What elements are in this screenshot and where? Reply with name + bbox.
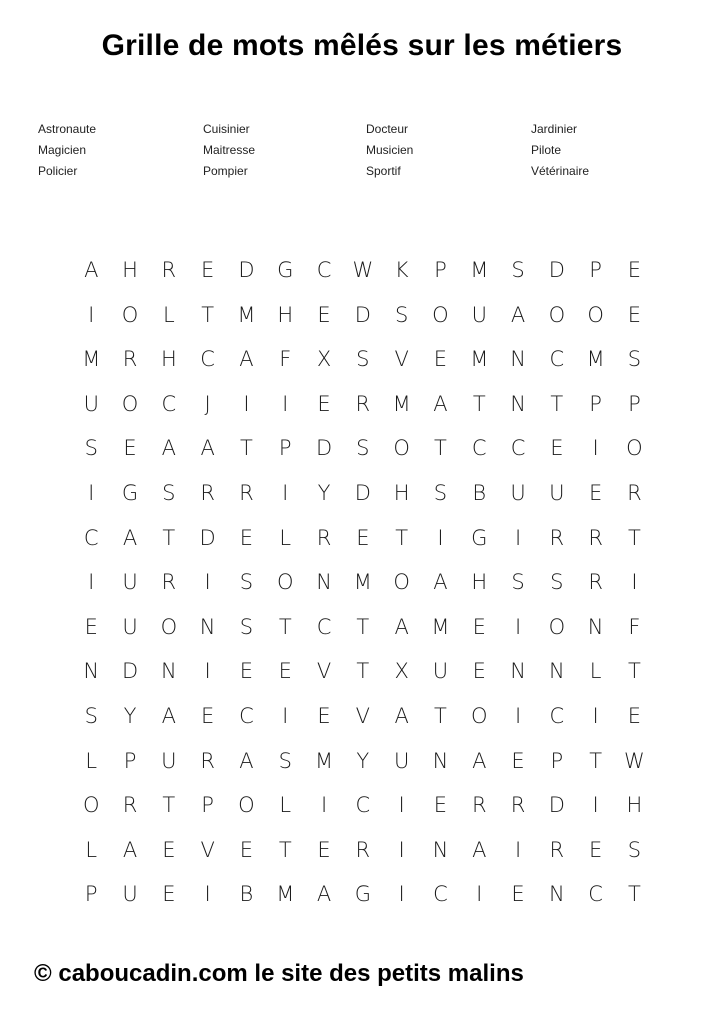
grid-cell: D <box>238 258 255 282</box>
word-item: Jardinier <box>531 122 578 136</box>
footer-credit: © caboucadin.com le site des petits malins <box>34 960 524 987</box>
grid-cell: X <box>316 347 332 372</box>
grid-cell: O <box>238 793 255 818</box>
grid-cell: D <box>199 525 216 550</box>
word-list-column <box>38 119 96 182</box>
grid-cell: E <box>317 837 331 862</box>
word-item: Docteur <box>366 122 409 136</box>
grid-cell: U <box>432 659 449 684</box>
grid-cell: R <box>355 837 371 862</box>
grid-cell: M <box>353 570 372 595</box>
grid-row <box>72 739 652 783</box>
grid-cell: A <box>510 302 526 327</box>
grid-cell: H <box>160 347 177 372</box>
grid-cell: H <box>626 793 643 818</box>
grid-cell: R <box>161 258 177 282</box>
grid-cell: S <box>278 748 292 773</box>
grid-cell: I <box>282 391 289 416</box>
grid-cell: N <box>432 748 449 773</box>
grid-cell: O <box>470 704 488 728</box>
grid-cell: E <box>627 704 642 728</box>
grid-cell: I <box>514 704 522 728</box>
grid-cell: M <box>470 258 489 282</box>
grid-cell: W <box>352 258 374 282</box>
grid-cell: B <box>239 882 254 907</box>
grid-cell: O <box>82 793 100 818</box>
grid-cell: E <box>278 659 292 684</box>
grid-cell: O <box>276 570 294 595</box>
grid-cell: H <box>277 302 294 327</box>
grid-cell: M <box>314 748 334 773</box>
grid-cell: V <box>200 837 215 862</box>
word-item: Astronaute <box>38 122 97 136</box>
grid-cell: P <box>589 391 602 416</box>
grid-cell: S <box>356 347 370 372</box>
grid-cell: I <box>204 882 211 907</box>
word-list-column <box>203 119 255 182</box>
grid-cell: T <box>162 525 176 550</box>
grid-cell: T <box>395 525 409 550</box>
grid-cell: I <box>204 570 211 595</box>
grid-cell: T <box>356 614 370 639</box>
grid-cell: O <box>587 302 604 327</box>
grid-cell: F <box>279 347 292 372</box>
word-item: Cuisinier <box>203 122 250 136</box>
grid-cell: Y <box>356 748 370 773</box>
grid-cell: A <box>316 882 332 907</box>
word-item: Pompier <box>203 164 248 178</box>
grid-cell: T <box>628 882 641 907</box>
grid-cell: E <box>472 659 486 684</box>
grid-cell: I <box>437 525 444 550</box>
word-item: Vétérinaire <box>531 164 590 178</box>
grid-cell: C <box>161 391 177 416</box>
grid-cell: I <box>631 570 638 595</box>
grid-row <box>72 605 652 649</box>
grid-cell: A <box>122 837 138 862</box>
word-list <box>38 119 698 185</box>
grid-cell: D <box>315 436 333 461</box>
grid-cell: E <box>162 882 176 907</box>
grid-cell: T <box>589 748 603 773</box>
grid-cell: A <box>200 436 215 461</box>
grid-cell: X <box>394 659 409 684</box>
grid-cell: I <box>592 436 599 461</box>
grid-cell: N <box>510 659 526 684</box>
grid-cell: E <box>550 436 564 461</box>
grid-cell: U <box>122 614 138 639</box>
grid-cell: I <box>398 837 405 862</box>
grid-cell: P <box>201 793 214 818</box>
grid-cell: S <box>550 570 564 595</box>
grid-cell: C <box>588 882 603 907</box>
grid-cell: A <box>161 436 177 461</box>
grid-cell: E <box>317 302 331 327</box>
word-item: Maitresse <box>203 143 256 157</box>
grid-cell: N <box>510 391 526 416</box>
grid-cell: A <box>433 391 448 416</box>
grid-cell: M <box>431 614 450 639</box>
grid-cell: P <box>434 258 447 282</box>
grid-cell: T <box>628 525 641 550</box>
grid-cell: P <box>628 391 641 416</box>
grid-cell: M <box>392 391 411 416</box>
grid-cell: O <box>121 391 139 416</box>
grid-cell: T <box>472 391 486 416</box>
grid-cell: H <box>393 481 410 505</box>
grid-cell: E <box>433 793 448 818</box>
grid-cell: E <box>162 837 176 862</box>
grid-cell: T <box>434 436 447 461</box>
grid-cell: P <box>550 748 564 773</box>
grid-cell: T <box>278 837 292 862</box>
grid-cell: L <box>589 659 602 684</box>
grid-cell: I <box>592 793 599 818</box>
grid-cell: A <box>239 748 254 773</box>
grid-cell: I <box>476 882 483 907</box>
grid-cell: I <box>204 659 211 684</box>
grid-row <box>72 293 652 337</box>
grid-cell: N <box>548 882 565 907</box>
grid-cell: G <box>354 882 371 907</box>
grid-row <box>72 560 652 604</box>
grid-cell: R <box>355 391 371 416</box>
grid-cell: I <box>243 391 250 416</box>
grid-cell: A <box>394 704 409 728</box>
grid-cell: C <box>433 882 448 907</box>
grid-cell: R <box>471 793 487 818</box>
grid-cell: R <box>588 570 603 595</box>
grid-cell: Y <box>317 481 331 505</box>
grid-cell: B <box>472 481 487 505</box>
grid-cell: I <box>88 570 95 595</box>
grid-cell: C <box>510 436 526 461</box>
grid-cell: C <box>471 436 487 461</box>
grid-cell: R <box>200 481 215 505</box>
grid-cell: C <box>549 347 565 372</box>
grid-cell: C <box>355 793 371 818</box>
grid-cell: R <box>161 570 177 595</box>
grid-cell: L <box>85 837 98 862</box>
grid-cell: W <box>624 748 645 773</box>
grid-cell: C <box>549 704 565 728</box>
grid-cell: L <box>279 793 292 818</box>
grid-cell: D <box>354 302 371 327</box>
word-item: Sportif <box>366 164 401 178</box>
grid-cell: C <box>83 525 99 550</box>
grid-row <box>72 872 652 916</box>
grid-cell: U <box>122 882 138 907</box>
grid-cell: A <box>472 748 487 773</box>
grid-cell: S <box>239 570 254 595</box>
grid-cell: E <box>589 481 603 505</box>
grid-cell: S <box>627 347 642 372</box>
grid-row <box>72 783 652 827</box>
grid-cell: E <box>317 704 331 728</box>
grid-cell: E <box>627 258 642 282</box>
grid-cell: O <box>626 436 643 461</box>
word-item: Musicien <box>366 143 414 157</box>
grid-row <box>72 828 652 872</box>
grid-row <box>72 382 652 426</box>
grid-cell: S <box>511 258 525 282</box>
grid-cell: R <box>122 793 138 818</box>
grid-cell: G <box>121 481 139 505</box>
grid-cell: I <box>320 793 328 818</box>
grid-cell: H <box>471 570 488 595</box>
grid-cell: E <box>123 436 137 461</box>
grid-cell: D <box>121 659 139 684</box>
grid-cell: T <box>628 659 641 684</box>
grid-cell: R <box>510 793 526 818</box>
grid-cell: K <box>394 258 409 282</box>
grid-cell: E <box>239 659 254 684</box>
grid-cell: R <box>588 525 603 550</box>
grid-cell: U <box>549 481 565 505</box>
grid-cell: E <box>317 391 331 416</box>
grid-cell: T <box>240 436 253 461</box>
grid-cell: E <box>356 525 370 550</box>
grid-cell: L <box>279 525 292 550</box>
grid-cell: C <box>316 258 332 282</box>
grid-cell: I <box>398 882 405 907</box>
grid-cell: S <box>84 436 98 461</box>
grid-cell: N <box>587 614 604 639</box>
grid-cell: L <box>162 302 175 327</box>
grid-row <box>72 516 652 560</box>
grid-cell: V <box>394 347 409 372</box>
grid-cell: T <box>201 302 215 327</box>
grid-cell: A <box>122 525 138 550</box>
grid-cell: P <box>278 436 292 461</box>
grid-cell: I <box>88 302 95 327</box>
grid-cell: E <box>511 882 525 907</box>
grid-cell: U <box>161 748 177 773</box>
grid-cell: A <box>84 258 99 282</box>
grid-cell: E <box>627 302 642 327</box>
grid-cell: N <box>160 659 177 684</box>
grid-cell: O <box>548 302 566 327</box>
grid-cell: R <box>549 837 565 862</box>
grid-cell: I <box>514 614 522 639</box>
grid-cell: O <box>548 614 566 639</box>
grid-cell: U <box>510 481 526 505</box>
grid-cell: O <box>393 570 410 595</box>
grid-cell: N <box>316 570 332 595</box>
grid-cell: O <box>160 614 178 639</box>
grid-cell: T <box>434 704 447 728</box>
grid-row <box>72 694 652 738</box>
grid-row <box>72 471 652 515</box>
word-item: Policier <box>38 164 78 178</box>
grid-cell: O <box>121 302 139 327</box>
grid-cell: S <box>627 837 642 862</box>
grid-cell: O <box>432 302 449 327</box>
grid-cell: E <box>472 614 486 639</box>
grid-cell: N <box>548 659 565 684</box>
grid-cell: S <box>394 302 409 327</box>
grid-cell: S <box>162 481 176 505</box>
grid-cell: E <box>239 837 254 862</box>
grid-cell: V <box>355 704 371 728</box>
grid-cell: U <box>471 302 487 327</box>
grid-row <box>72 337 652 381</box>
grid-cell: T <box>550 391 564 416</box>
grid-cell: F <box>628 614 641 639</box>
grid-cell: R <box>549 525 565 550</box>
grid-cell: M <box>470 347 489 372</box>
grid-cell: N <box>199 614 216 639</box>
grid-cell: G <box>471 525 488 550</box>
grid-cell: C <box>200 347 215 372</box>
grid-cell: M <box>82 347 101 372</box>
grid-cell: C <box>239 704 254 728</box>
grid-cell: E <box>511 748 525 773</box>
grid-cell: E <box>201 704 215 728</box>
grid-cell: C <box>316 614 332 639</box>
grid-cell: T <box>356 659 370 684</box>
grid-cell: O <box>393 436 410 461</box>
grid-cell: I <box>514 837 522 862</box>
grid-cell: N <box>432 837 449 862</box>
grid-row <box>72 649 652 693</box>
grid-cell: I <box>514 525 522 550</box>
grid-cell: P <box>123 748 137 773</box>
grid-cell: M <box>586 347 605 372</box>
grid-cell: M <box>276 882 295 907</box>
grid-cell: U <box>122 570 138 595</box>
grid-cell: R <box>200 748 215 773</box>
grid-cell: P <box>84 882 98 907</box>
grid-cell: D <box>354 481 371 505</box>
grid-cell: R <box>122 347 138 372</box>
grid-row <box>72 426 652 470</box>
page-title: Grille de mots mêlés sur les métiers <box>101 29 623 62</box>
grid-cell: S <box>511 570 525 595</box>
grid-cell: A <box>239 347 254 372</box>
grid-cell: M <box>237 302 256 327</box>
grid-cell: A <box>394 614 409 639</box>
grid-cell: T <box>278 614 292 639</box>
grid-cell: Y <box>123 704 137 728</box>
grid-cell: V <box>316 659 332 684</box>
grid-cell: R <box>627 481 642 505</box>
grid-cell: E <box>239 525 254 550</box>
grid-cell: I <box>88 481 95 505</box>
grid-cell: U <box>83 391 99 416</box>
grid-cell: R <box>316 525 332 550</box>
grid-cell: I <box>398 793 405 818</box>
grid-cell: G <box>277 258 294 282</box>
grid-cell: I <box>282 704 289 728</box>
grid-cell: A <box>472 837 487 862</box>
grid-cell: S <box>239 614 254 639</box>
grid-cell: D <box>548 258 565 282</box>
grid-cell: S <box>84 704 98 728</box>
grid-cell: S <box>356 436 370 461</box>
grid-cell: N <box>83 659 100 684</box>
grid-cell: I <box>282 481 289 505</box>
grid-cell: J <box>204 391 211 416</box>
grid-cell: T <box>162 793 176 818</box>
word-item: Pilote <box>531 143 562 157</box>
grid-row <box>72 248 652 292</box>
grid-cell: E <box>201 258 215 282</box>
grid-cell: E <box>84 614 98 639</box>
grid-cell: R <box>239 481 254 505</box>
grid-cell: N <box>510 347 526 372</box>
grid-cell: A <box>433 570 448 595</box>
grid-cell: D <box>548 793 565 818</box>
grid-cell: A <box>161 704 177 728</box>
word-item: Magicien <box>38 143 87 157</box>
grid-cell: E <box>433 347 448 372</box>
grid-cell: I <box>592 704 599 728</box>
word-search-grid <box>72 248 652 918</box>
grid-cell: H <box>122 258 138 282</box>
grid-cell: P <box>589 258 602 282</box>
grid-cell: L <box>85 748 98 773</box>
word-list-column <box>531 119 589 182</box>
grid-cell: E <box>589 837 603 862</box>
grid-cell: U <box>393 748 410 773</box>
word-list-column <box>366 119 413 182</box>
grid-cell: S <box>433 481 448 505</box>
